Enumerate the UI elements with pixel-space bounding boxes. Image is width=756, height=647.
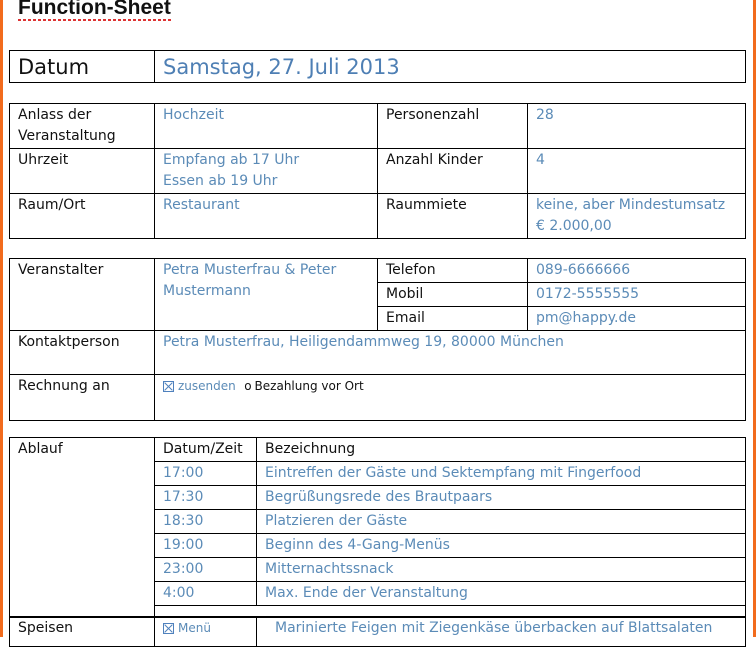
event-section xyxy=(9,103,746,239)
schedule-label: Ablauf xyxy=(10,438,155,618)
organizer-label: Veranstalter xyxy=(10,259,155,331)
phone-label: Telefon xyxy=(378,259,528,283)
children-value: 4 xyxy=(528,149,746,194)
invoice-option-send: zusenden xyxy=(178,379,236,393)
guests-label: Personenzahl xyxy=(378,104,528,149)
food-section xyxy=(9,616,746,647)
rent-value-line1: keine, aber Mindestumsatz xyxy=(536,197,726,213)
checkbox-checked-icon[interactable] xyxy=(163,623,174,634)
food-option xyxy=(155,617,257,647)
schedule-desc: Mitternachtssnack xyxy=(257,558,746,582)
spellcheck-underline xyxy=(18,19,171,21)
schedule-col-desc: Bezeichnung xyxy=(257,438,746,462)
food-value: Marinierte Feigen mit Ziegenkäse überbacken auf Blattsalaten xyxy=(257,617,746,647)
organizer-section xyxy=(9,258,746,421)
rent-label: Raummiete xyxy=(378,194,528,239)
schedule-time: 18:30 xyxy=(155,510,257,534)
organizer-value: Petra Musterfrau & Peter Mustermann xyxy=(155,259,378,331)
schedule-time: 4:00 xyxy=(155,582,257,606)
dinner-time: Essen ab 19 Uhr xyxy=(163,173,278,189)
schedule-desc: Platzieren der Gäste xyxy=(257,510,746,534)
radio-circle-icon[interactable]: o xyxy=(244,379,252,393)
email-label: Email xyxy=(378,307,528,331)
invoice-label: Rechnung an xyxy=(10,375,155,421)
contact-value: Petra Musterfrau, Heiligendammweg 19, 80000 München xyxy=(155,331,746,375)
contact-label: Kontaktperson xyxy=(10,331,155,375)
schedule-desc: Begrüßungsrede des Brautpaars xyxy=(257,486,746,510)
time-label: Uhrzeit xyxy=(10,149,155,194)
occasion-value: Hochzeit xyxy=(155,104,378,149)
rent-value-line2: € 2.000,00 xyxy=(536,218,612,234)
room-value: Restaurant xyxy=(155,194,378,239)
room-label: Raum/Ort xyxy=(10,194,155,239)
schedule-desc: Max. Ende der Veranstaltung xyxy=(257,582,746,606)
schedule-section xyxy=(9,437,746,618)
invoice-option-pay: Bezahlung vor Ort xyxy=(254,379,364,393)
date-label: Datum xyxy=(10,51,155,83)
schedule-desc: Eintreffen der Gäste und Sektempfang mit Fingerfood xyxy=(257,462,746,486)
date-section xyxy=(9,50,746,83)
children-label: Anzahl Kinder xyxy=(378,149,528,194)
guests-value: 28 xyxy=(528,104,746,149)
schedule-time: 19:00 xyxy=(155,534,257,558)
food-option-label: Menü xyxy=(178,621,211,635)
mobile-value: 0172-5555555 xyxy=(528,283,746,307)
schedule-time: 23:00 xyxy=(155,558,257,582)
schedule-time: 17:30 xyxy=(155,486,257,510)
time-value xyxy=(155,149,378,194)
email-value: pm@happy.de xyxy=(528,307,746,331)
occasion-label: Anlass der Veranstaltung xyxy=(10,104,155,149)
document-title: Function-Sheet xyxy=(18,0,171,19)
invoice-options xyxy=(155,375,746,421)
reception-time: Empfang ab 17 Uhr xyxy=(163,152,300,168)
schedule-desc: Beginn des 4-Gang-Menüs xyxy=(257,534,746,558)
mobile-label: Mobil xyxy=(378,283,528,307)
schedule-col-time: Datum/Zeit xyxy=(155,438,257,462)
checkbox-checked-icon[interactable] xyxy=(163,381,174,392)
date-value: Samstag, 27. Juli 2013 xyxy=(155,51,746,83)
phone-value: 089-6666666 xyxy=(528,259,746,283)
food-label: Speisen xyxy=(10,617,155,647)
schedule-time: 17:00 xyxy=(155,462,257,486)
rent-value xyxy=(528,194,746,239)
